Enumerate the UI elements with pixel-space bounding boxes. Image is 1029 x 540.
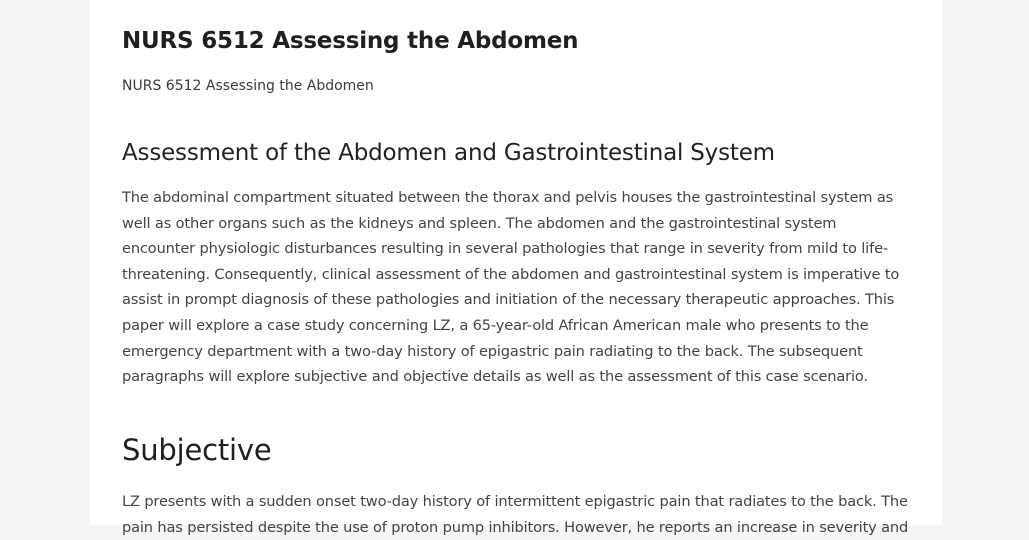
page-title: NURS 6512 Assessing the Abdomen: [122, 28, 579, 54]
section-heading-subjective: Subjective: [122, 433, 272, 467]
subjective-paragraph: LZ presents with a sudden onset two-day history of intermittent epigastric pain that radiates to the back. The pain has persisted despite the use of proton pump inhibitors. However, he reports an increase in severity and: [122, 493, 909, 536]
article-page: [90, 0, 942, 536]
assessment-paragraph: The abdominal compartment situated between the thorax and pelvis houses the gastrointestinal system as well as other organs such as the kidneys and spleen. The abdomen and the gastrointestinal system encounter physiologic disturbances resulting in several pathologies that range in severity from mild to life-threatening. Consequently, clinical assessment of the abdomen and gastrointestinal system is imperative to assist in prompt diagnosis of these pathologies and initiation of the necessary therapeutic approaches. This paper will explore a case study concerning LZ, a 65-year-old African American male who presents to the emergency department with a two-day history of epigastric pain radiating to the back. The subsequent paragraphs will explore subjective and objective details as well as the assessment of this case scenario.: [122, 189, 900, 386]
page-subtitle: NURS 6512 Assessing the Abdomen: [122, 78, 374, 94]
section-heading-assessment: Assessment of the Abdomen and Gastrointestinal System: [122, 140, 775, 166]
